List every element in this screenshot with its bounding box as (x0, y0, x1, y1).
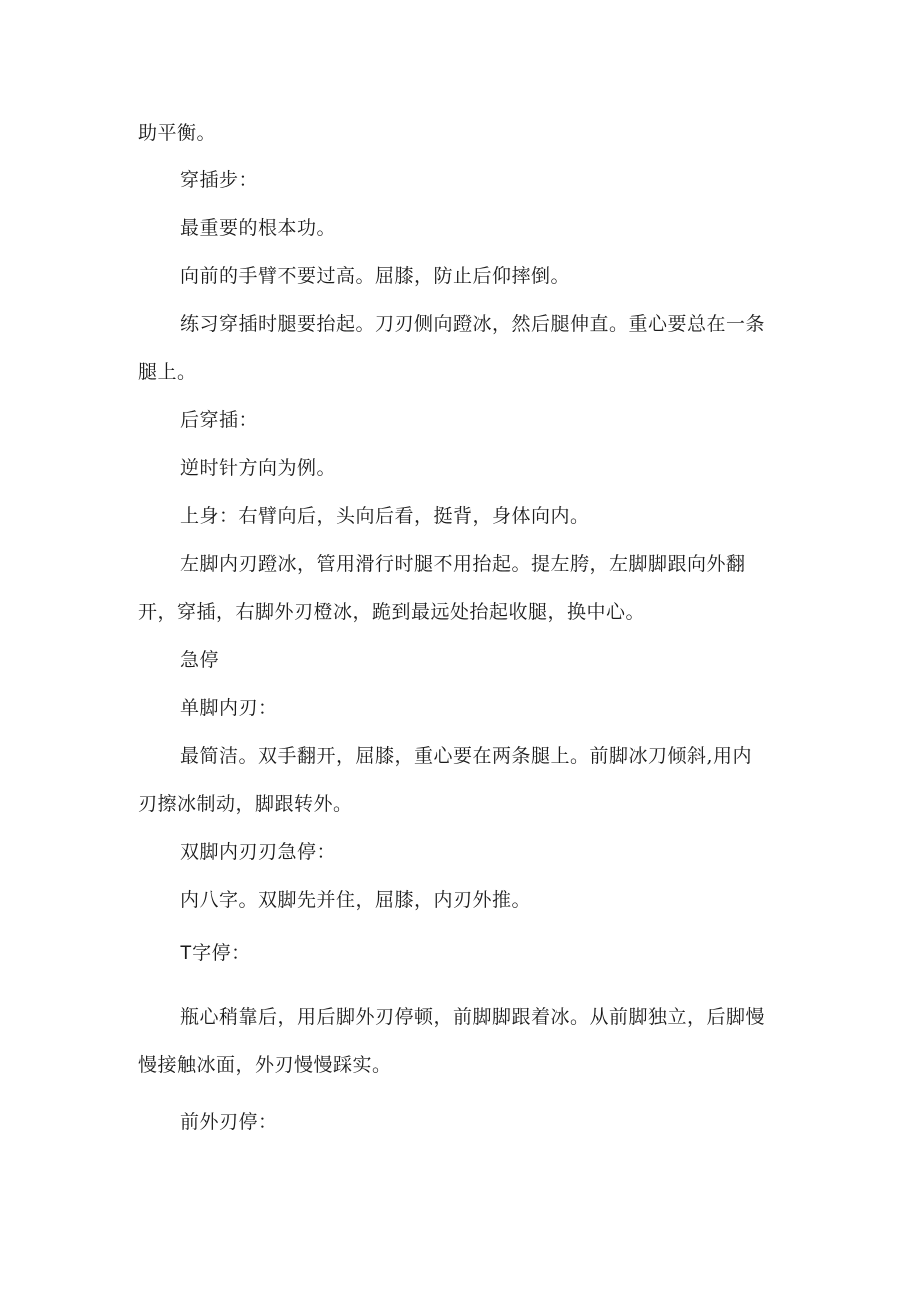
paragraph-line: 慢接触冰面，外刃慢慢踩实。 (138, 1054, 392, 1076)
paragraph-line: 瓶心稍靠后，用后脚外刃停顿，前脚脚跟着冰。从前脚独立，后脚慢 (180, 1006, 766, 1028)
paragraph-line: 内八字。双脚先并住，屈膝，内刃外推。 (180, 889, 532, 911)
heading-cross-step: 穿插步： (180, 169, 259, 191)
heading-double-inner-edge: 双脚内刃刃急停： (180, 841, 337, 863)
heading-quick-stop: 急停 (180, 649, 220, 671)
heading-t-stop: T字停： (180, 943, 251, 964)
paragraph-line: 练习穿插时腿要抬起。刀刃侧向蹬冰，然后腿伸直。重心要总在一条 (180, 313, 766, 335)
text-line-continuation: 助平衡。 (138, 122, 217, 144)
paragraph-line: 最重要的根本功。 (180, 217, 337, 239)
paragraph-line: 逆时针方向为例。 (180, 457, 337, 479)
paragraph-line: 最简洁。双手翻开，屈膝，重心要在两条腿上。前脚冰刀倾斜,用内 (180, 745, 753, 767)
heading-front-outer-edge-stop: 前外刃停： (180, 1111, 278, 1133)
paragraph-line: 上身：右臂向后，头向后看，挺背，身体向内。 (180, 505, 590, 527)
paragraph-line: 腿上。 (138, 361, 197, 383)
paragraph-line: 开，穿插，右脚外刃橙冰，跪到最远处抬起收腿，换中心。 (138, 601, 646, 623)
heading-back-cross: 后穿插： (180, 409, 259, 431)
heading-single-inner-edge: 单脚内刃： (180, 697, 278, 719)
paragraph-line: 向前的手臂不要过高。屈膝，防止后仰摔倒。 (180, 265, 571, 287)
paragraph-line: 左脚内刃蹬冰，管用滑行时腿不用抬起。提左胯，左脚脚跟向外翻 (180, 553, 746, 575)
paragraph-line: 刃擦冰制动，脚跟转外。 (138, 793, 353, 815)
